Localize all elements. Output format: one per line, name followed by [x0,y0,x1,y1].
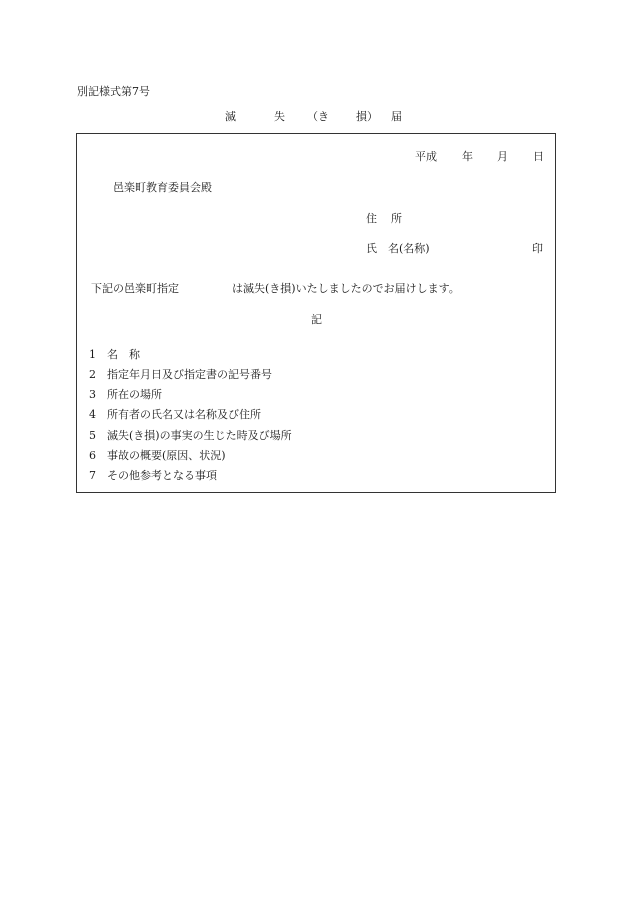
item-label: 滅失(き損)の事実の生じた時及び場所 [107,429,292,442]
ki-heading: 記 [311,313,322,326]
addressee: 邑楽町教育委員会殿 [113,181,212,194]
title-part-5: 届 [391,110,402,123]
title-part-4: 損） [356,110,378,123]
item-label: 所有者の氏名又は名称及び住所 [107,408,261,421]
item-number: 5 [89,429,96,442]
item-label: 事故の概要(原因、状況) [107,449,226,462]
form-number: 別記様式第7号 [77,85,150,98]
item-label: その他参考となる事項 [107,469,217,482]
item-number: 7 [89,469,96,482]
date-year: 年 [462,150,473,163]
title-part-1: 滅 [225,110,236,123]
title-part-2: 失 [274,110,285,123]
name-label-rest: 名(名称) [388,242,430,255]
item-number: 6 [89,449,96,462]
date-day: 日 [533,150,544,163]
notification-prefix: 下記の邑楽町指定 [91,282,179,295]
seal-mark: 印 [532,242,543,255]
name-char-1: 氏 [366,242,377,255]
date-month: 月 [497,150,508,163]
item-label: 所在の場所 [107,388,162,401]
notification-suffix: は滅失(き損)いたしましたのでお届けします。 [232,282,460,295]
item-label: 指定年月日及び指定書の記号番号 [107,368,272,381]
address-char-1: 住 [366,212,377,225]
item-number: 1 [89,348,96,361]
item-number: 4 [89,408,96,421]
address-char-2: 所 [391,212,402,225]
item-label: 名 称 [107,348,140,361]
date-era: 平成 [415,150,437,163]
item-number: 3 [89,388,96,401]
title-part-3: （き [307,110,329,123]
item-number: 2 [89,368,96,381]
